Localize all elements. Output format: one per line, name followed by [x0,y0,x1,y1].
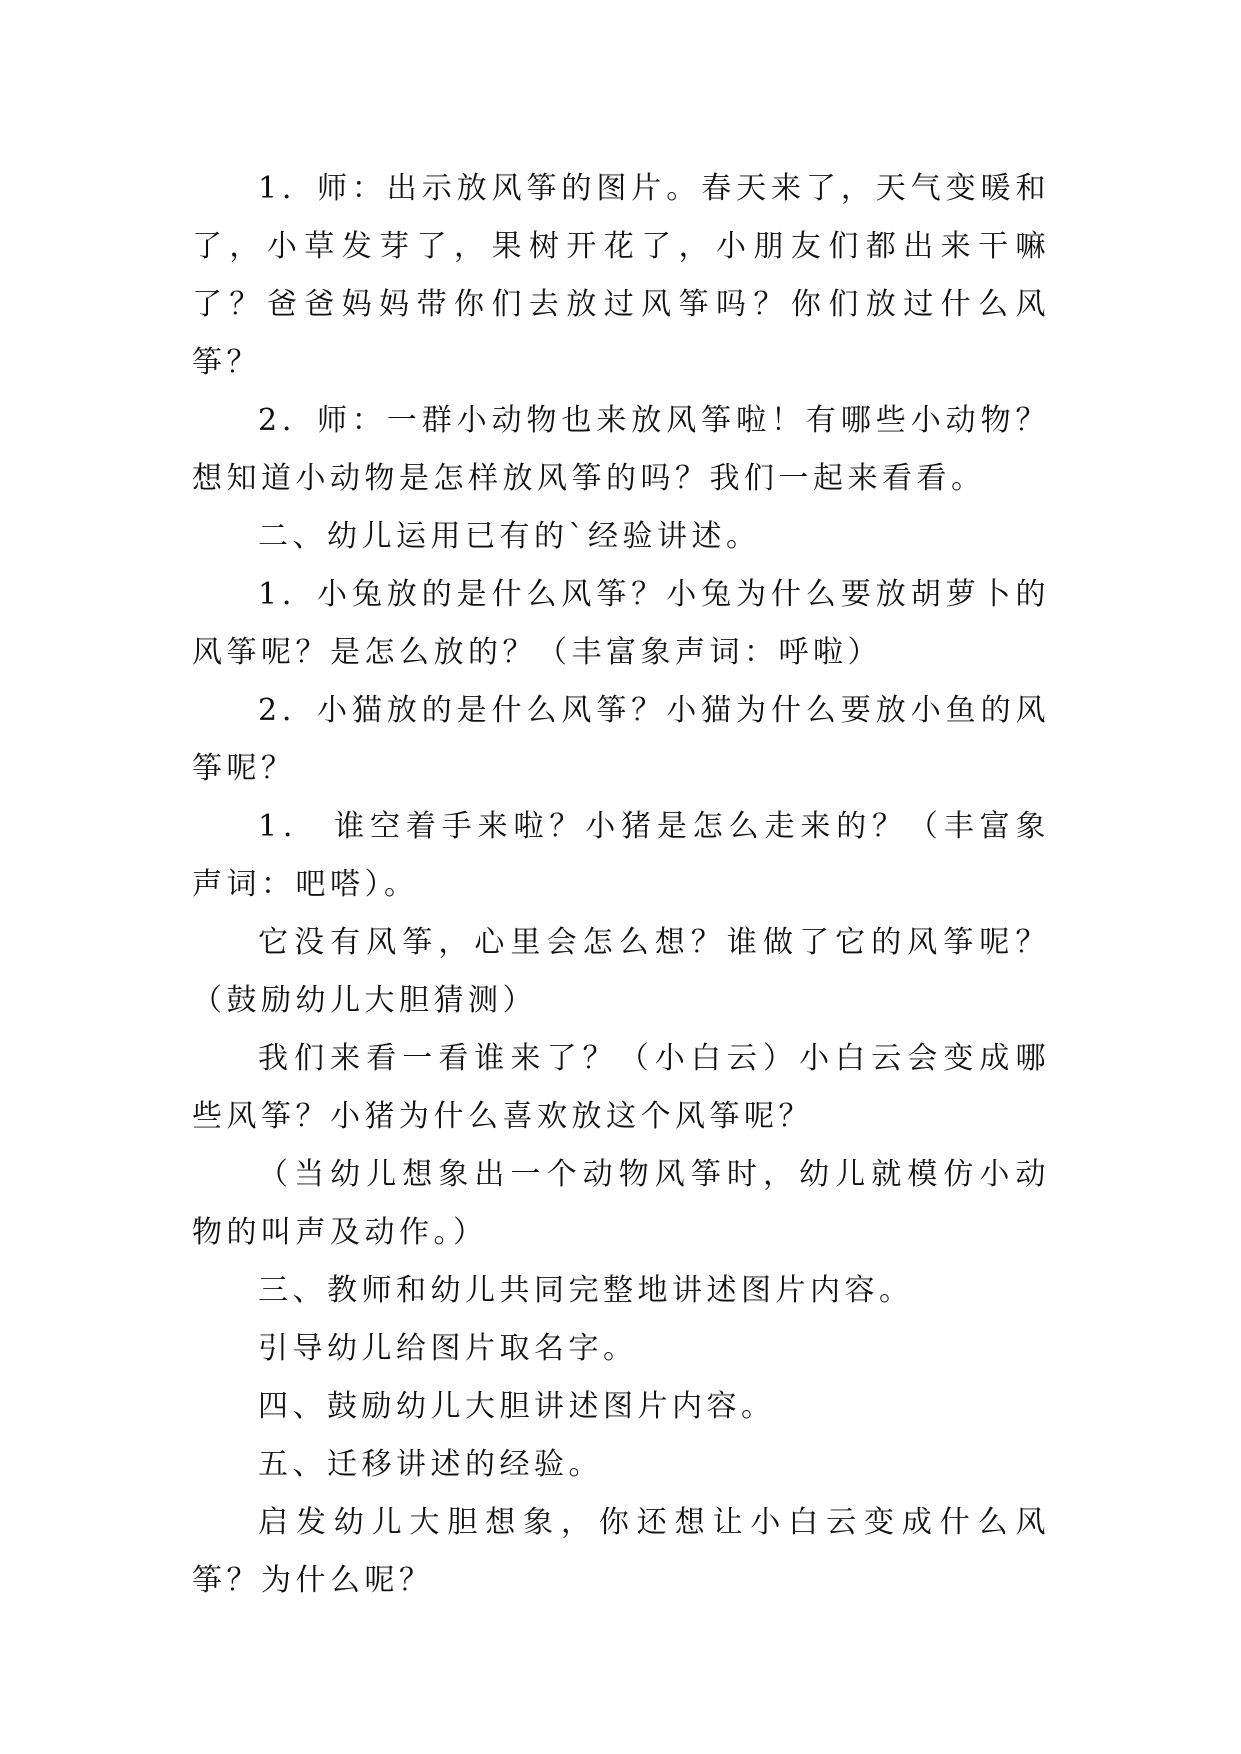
paragraph: 2．师：一群小动物也来放风筝啦！有哪些小动物？想知道小动物是怎样放风筝的吗？我们一起来看看。 [192,403,1050,496]
paragraph: 启发幼儿大胆想象，你还想让小白云变成什么风筝？为什么呢？ [192,1505,1050,1598]
paragraph: 1．师：出示放风筝的图片。春天来了，天气变暖和了，小草发芽了，果树开花了，小朋友们都出来干嘛了？爸爸妈妈带你们去放过风筝吗？你们放过什么风筝？ [192,171,1050,380]
paragraph: 1． 谁空着手来啦？小猪是怎么走来的？（丰富象声词：吧嗒）。 [192,809,1050,902]
document-body [192,160,1050,1610]
paragraph: 引导幼儿给图片取名字。 [258,1331,638,1366]
section-heading: 五、迁移讲述的经验。 [258,1447,603,1482]
paragraph: 它没有风筝，心里会怎么想？谁做了它的风筝呢？（鼓励幼儿大胆猜测） [192,925,1050,1018]
section-heading: 二、幼儿运用已有的`经验讲述。 [258,519,761,554]
paragraph: 我们来看一看谁来了？（小白云）小白云会变成哪些风筝？小猪为什么喜欢放这个风筝呢？ [192,1041,1050,1134]
section-heading: 三、教师和幼儿共同完整地讲述图片内容。 [258,1273,914,1308]
paragraph: 1．小兔放的是什么风筝？小兔为什么要放胡萝卜的风筝呢？是怎么放的？（丰富象声词：呼啦） [192,577,1050,670]
section-heading: 四、鼓励幼儿大胆讲述图片内容。 [258,1389,776,1424]
paragraph: （当幼儿想象出一个动物风筝时，幼儿就模仿小动物的叫声及动作。） [192,1157,1050,1250]
paragraph: 2．小猫放的是什么风筝？小猫为什么要放小鱼的风筝呢？ [192,693,1050,786]
